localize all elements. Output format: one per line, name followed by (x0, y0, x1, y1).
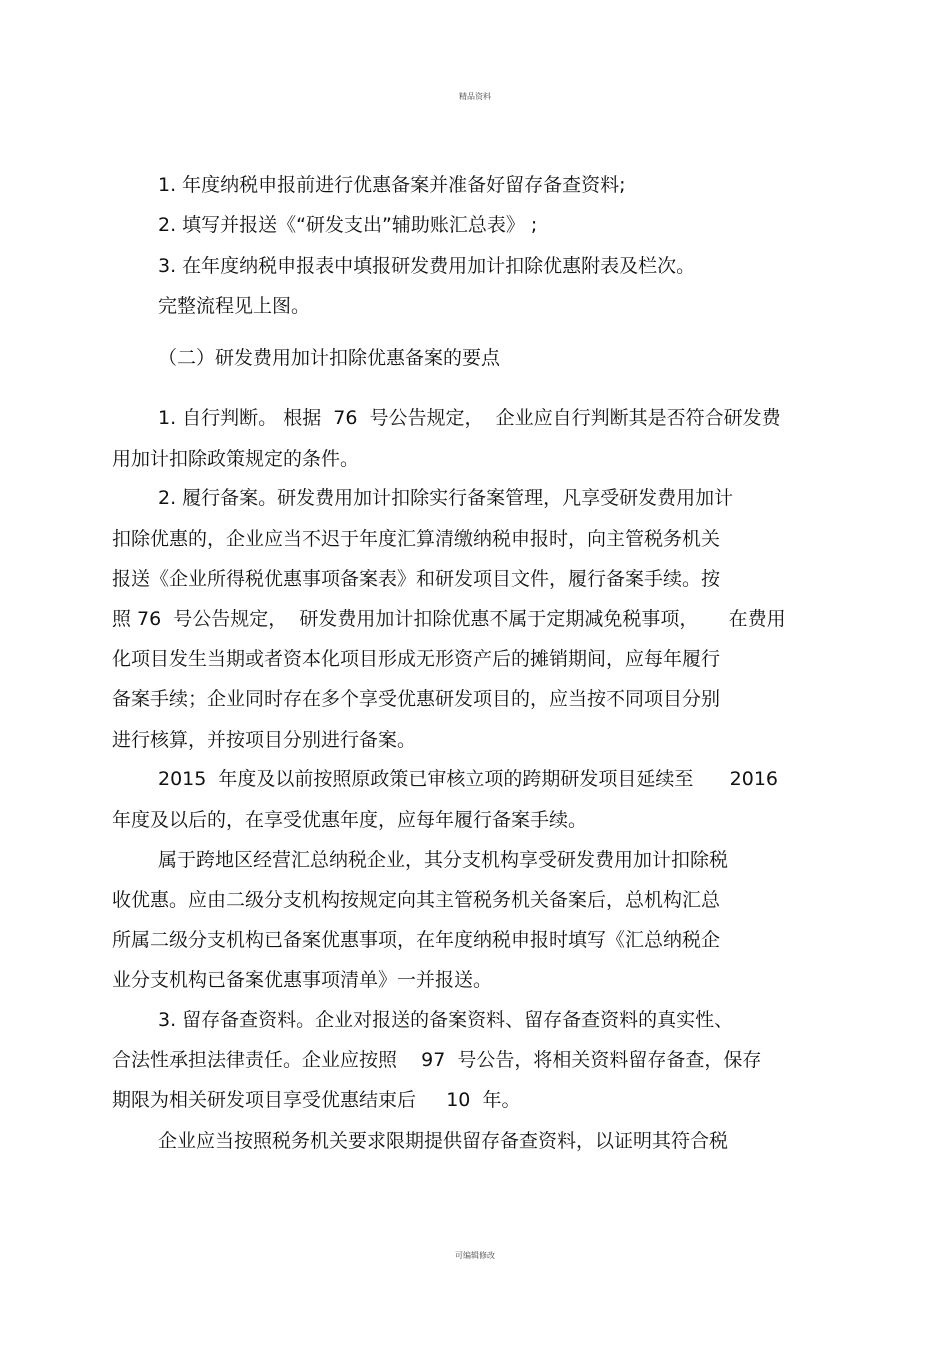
paragraph-line: 用加计扣除政策规定的条件。 (112, 448, 360, 470)
paragraph-line: 年度及以后的，在享受优惠年度，应每年履行备案手续。 (112, 809, 588, 831)
footer-note: 可编辑修改 (455, 1251, 495, 1260)
paragraph-line: 期限为相关研发项目享受优惠结束后 10 年。 (112, 1089, 521, 1111)
paragraph-line: 扣除优惠的，企业应当不迟于年度汇算清缴纳税申报时，向主管税务机关 (112, 528, 721, 550)
paragraph-line: 所属二级分支机构已备案优惠事项，在年度纳税申报时填写《汇总纳税企 (112, 929, 721, 951)
paragraph-line: 2. 履行备案。研发费用加计扣除实行备案管理，凡享受研发费用加计 (158, 487, 734, 509)
paragraph-line: 1. 自行判断。 根据 76 号公告规定， 企业应自行判断其是否符合研发费 (158, 407, 781, 429)
paragraph-line: 业分支机构已备案优惠事项清单》一并报送。 (112, 969, 493, 991)
paragraph-line: 照 76 号公告规定， 研发费用加计扣除优惠不属于定期减免税事项， 在费用 (112, 608, 786, 630)
paragraph-line: 1. 年度纳税申报前进行优惠备案并准备好留存备查资料; (158, 174, 626, 196)
paragraph-line: 完整流程见上图。 (158, 295, 311, 317)
header-note: 精品资料 (459, 92, 491, 101)
paragraph-line: 2015 年度及以前按照原政策已审核立项的跨期研发项目延续至 2016 (158, 768, 779, 790)
paragraph-line: 进行核算，并按项目分别进行备案。 (112, 729, 417, 751)
paragraph-line: 报送《企业所得税优惠事项备案表》和研发项目文件，履行备案手续。按 (112, 568, 721, 590)
paragraph-line: 2. 填写并报送《“研发支出”辅助账汇总表》 ; (158, 214, 538, 236)
paragraph-line: 合法性承担法律责任。企业应按照 97 号公告，将相关资料留存备查，保存 (112, 1049, 762, 1071)
paragraph-line: 3. 留存备查资料。企业对报送的备案资料、留存备查资料的真实性、 (158, 1009, 734, 1031)
paragraph-line: 收优惠。应由二级分支机构按规定向其主管税务机关备案后，总机构汇总 (112, 889, 721, 911)
paragraph-line: 3. 在年度纳税申报表中填报研发费用加计扣除优惠附表及栏次。 (158, 255, 696, 277)
paragraph-line: 化项目发生当期或者资本化项目形成无形资产后的摊销期间，应每年履行 (112, 648, 721, 670)
paragraph-line: 备案手续；企业同时存在多个享受优惠研发项目的，应当按不同项目分别 (112, 688, 721, 710)
paragraph-line: 企业应当按照税务机关要求限期提供留存备查资料，以证明其符合税 (158, 1130, 729, 1152)
section-heading: （二）研发费用加计扣除优惠备案的要点 (158, 347, 501, 369)
paragraph-line: 属于跨地区经营汇总纳税企业，其分支机构享受研发费用加计扣除税 (158, 849, 729, 871)
